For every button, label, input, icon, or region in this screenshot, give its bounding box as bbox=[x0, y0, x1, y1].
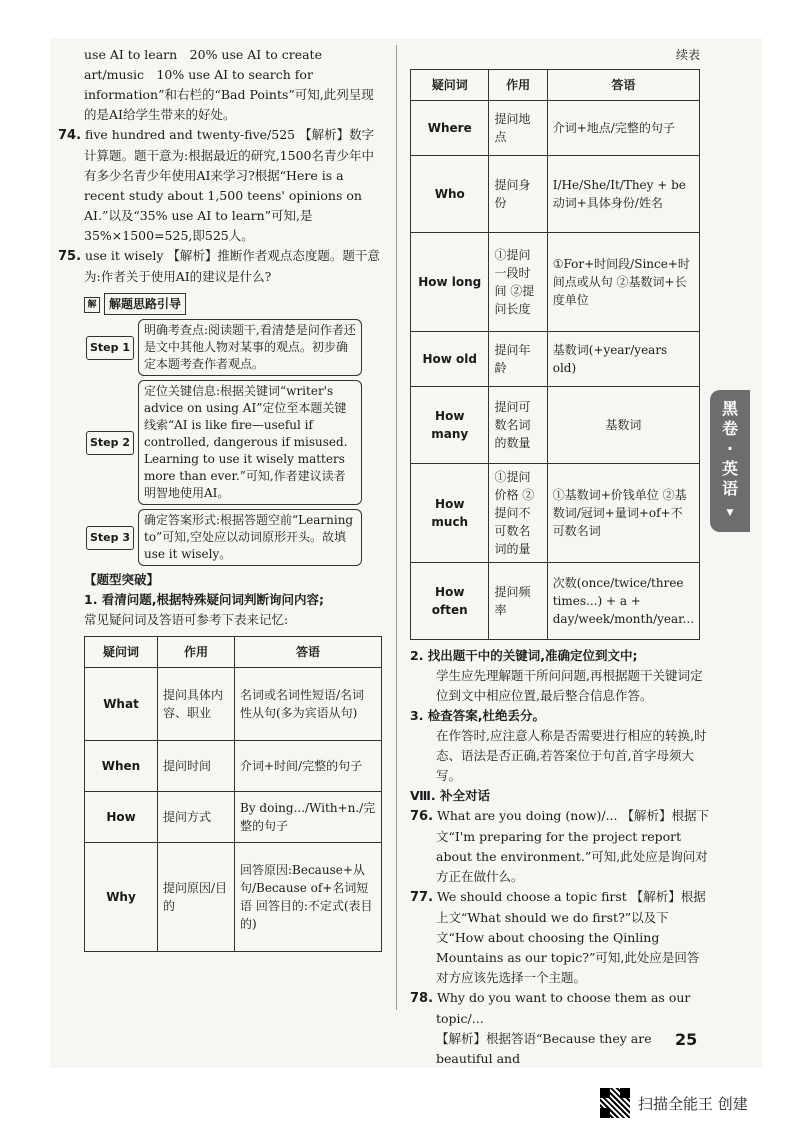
table-cell: ①提问一段时间 ②提问长度 bbox=[489, 233, 547, 332]
left-column bbox=[58, 45, 380, 952]
table-cell: 次数(once/twice/three times...) + a + day/week/month/year... bbox=[547, 563, 699, 640]
section-heading-dialogue: Ⅷ. 补全对话 bbox=[410, 788, 491, 803]
table-cell: How often bbox=[411, 563, 489, 640]
question-text: use it wisely 【解析】推断作者观点态度题。题干意为:作者关于使用AI的建议是什么? bbox=[84, 248, 380, 284]
table-cell: How bbox=[85, 792, 158, 843]
table-row bbox=[411, 464, 700, 563]
tip-3-heading: 3. 检查答案,杜绝丢分。 bbox=[410, 708, 546, 723]
triangle-icon: ▼ bbox=[726, 508, 734, 518]
table-cell: 提问频率 bbox=[489, 563, 547, 640]
qr-code-icon bbox=[600, 1088, 630, 1118]
table-row bbox=[411, 563, 700, 640]
guide-icon: 解 bbox=[84, 297, 100, 313]
table-cell: 基数词(+year/years old) bbox=[547, 332, 699, 387]
side-tab-char: 英 bbox=[721, 459, 738, 478]
table-row bbox=[85, 668, 382, 741]
breakthrough-heading: 【题型突破】 bbox=[84, 572, 160, 587]
tip-1-heading: 1. 看清问题,根据特殊疑问词判断询问内容; bbox=[84, 592, 325, 607]
table-row bbox=[411, 387, 700, 464]
table-cell: How long bbox=[411, 233, 489, 332]
table-cell: 提问方式 bbox=[158, 792, 235, 843]
table-cell: How many bbox=[411, 387, 489, 464]
table-cell: Where bbox=[411, 101, 489, 156]
question-number: 78. bbox=[410, 991, 434, 1006]
table-cell: When bbox=[85, 741, 158, 792]
table-header: 疑问词 bbox=[411, 70, 489, 101]
tip-2-text: 学生应先理解题干所问问题,再根据题干关键词定位到文中相应位置,最后整合信息作答。 bbox=[436, 668, 703, 703]
question-number: 74. bbox=[58, 128, 82, 143]
question-text: We should choose a topic first 【解析】根据上文“What should we do first?”以及下文“How about choosing the Qinling Mountains as our topic?”可知,此处应是回答对方应该先选择一个主题。 bbox=[436, 889, 706, 985]
table-cell: 名词或名词性短语/名词性从句(多为宾语从句) bbox=[235, 668, 382, 741]
table-row bbox=[411, 101, 700, 156]
side-tab-char: 黑 bbox=[721, 399, 738, 418]
table-cell: ①For+时间段/Since+时间点或从句 ②基数词+长度单位 bbox=[547, 233, 699, 332]
table-row bbox=[411, 233, 700, 332]
step-text: 确定答案形式:根据答题空前“Learning to”可知,空处应以动词原形开头。故填use it wisely。 bbox=[138, 509, 362, 566]
table-header: 作用 bbox=[489, 70, 547, 101]
table-header: 疑问词 bbox=[85, 637, 158, 668]
table-cell: Who bbox=[411, 156, 489, 233]
step-2 bbox=[86, 380, 380, 505]
page-number: 25 bbox=[675, 1030, 698, 1049]
table-row bbox=[85, 741, 382, 792]
question-word-table-2 bbox=[410, 69, 700, 640]
table-header: 答语 bbox=[235, 637, 382, 668]
tip-3-text: 在作答时,应注意人称是否需要进行相应的转换,时态、语法是否正确,若答案位于句首,首字母须大写。 bbox=[436, 728, 707, 783]
question-78-analysis: 【解析】根据答语“Because they are beautiful and bbox=[436, 1031, 652, 1066]
answer-continuation: use AI to learn 20% use AI to create art/music 10% use AI to search for information”和右栏的“Bad Points”可知,此列呈现的是AI给学生带来的好处。 bbox=[84, 47, 374, 122]
side-tab-char: · bbox=[726, 439, 734, 458]
table-header: 答语 bbox=[547, 70, 699, 101]
table-row bbox=[85, 792, 382, 843]
table-cell: 提问可数名词的数量 bbox=[489, 387, 547, 464]
solution-guide-heading bbox=[84, 293, 380, 315]
question-text: What are you doing (now)/... 【解析】根据下文“I'm preparing for the project report about the environment.”可知,此处应是询问对方正在做什么。 bbox=[436, 808, 709, 884]
side-tab-char: 语 bbox=[721, 479, 738, 498]
question-number: 77. bbox=[410, 890, 434, 905]
table-cell: ①提问价格 ②提问不可数名词的量 bbox=[489, 464, 547, 563]
step-text: 定位关键信息:根据关键词“writer's advice on using AI”定位至本题关键线索“AI is like fire—useful if controlled, dangerous if misused. Learning to use it wisely matters more than ever.”可知,作者建议读者明智地使用AI。 bbox=[138, 380, 362, 505]
table-cell: 回答原因:Because+从句/Because of+名词短语 回答目的:不定式(表目的) bbox=[235, 843, 382, 952]
question-text: Why do you want to choose them as our topic/... bbox=[436, 990, 691, 1026]
table-cell: By doing.../With+n./完整的句子 bbox=[235, 792, 382, 843]
table-cell: Why bbox=[85, 843, 158, 952]
table-cell: 提问身份 bbox=[489, 156, 547, 233]
question-75 bbox=[58, 246, 380, 287]
question-77 bbox=[410, 887, 710, 988]
column-divider bbox=[396, 45, 397, 1010]
step-text: 明确考查点:阅读题干,看清楚是问作者还是文中其他人物对某事的观点。初步确定本题考查作者观点。 bbox=[138, 319, 362, 376]
tip-2-heading: 2. 找出题干中的关键词,准确定位到文中; bbox=[410, 648, 638, 663]
table-row bbox=[85, 843, 382, 952]
step-tag: Step 2 bbox=[86, 431, 134, 455]
table-cell: 提问时间 bbox=[158, 741, 235, 792]
step-tag: Step 1 bbox=[86, 336, 134, 360]
table-cell: I/He/She/It/They + be动词+具体身份/姓名 bbox=[547, 156, 699, 233]
table-cell: 提问年龄 bbox=[489, 332, 547, 387]
table-cell: 提问具体内容、职业 bbox=[158, 668, 235, 741]
table-cell: What bbox=[85, 668, 158, 741]
table-header: 作用 bbox=[158, 637, 235, 668]
table-row bbox=[411, 156, 700, 233]
table-cell: 基数词 bbox=[547, 387, 699, 464]
table-cell: 提问地点 bbox=[489, 101, 547, 156]
step-1 bbox=[86, 319, 380, 376]
scanner-watermark bbox=[600, 1088, 748, 1118]
side-tab-char: 卷 bbox=[721, 419, 738, 438]
step-3 bbox=[86, 509, 380, 566]
table-cell: How much bbox=[411, 464, 489, 563]
table-header-row bbox=[85, 637, 382, 668]
table-cell: 介词+时间/完整的句子 bbox=[235, 741, 382, 792]
table-continued-label: 续表 bbox=[675, 48, 700, 62]
table-cell: 介词+地点/完整的句子 bbox=[547, 101, 699, 156]
table-cell: ①基数词+价钱单位 ②基数词/冠词+量词+of+不可数名词 bbox=[547, 464, 699, 563]
table-header-row bbox=[411, 70, 700, 101]
question-word-table-1 bbox=[84, 636, 382, 952]
table-cell: How old bbox=[411, 332, 489, 387]
question-number: 75. bbox=[58, 249, 82, 264]
question-text: five hundred and twenty-five/525 【解析】数字计算题。题干意为:根据最近的研究,1500名青少年中有多少名青少年使用AI来学习?根据“Here is a recent study about 1,500 teens' opinions on AI.”以及“35% use AI to learn”可知,是35%×1500=525,即525人。 bbox=[84, 127, 375, 243]
table-cell: 提问原因/目的 bbox=[158, 843, 235, 952]
question-74 bbox=[58, 125, 380, 246]
step-tag: Step 3 bbox=[86, 526, 134, 550]
side-tab-heijuan-english[interactable] bbox=[710, 390, 750, 532]
question-78 bbox=[410, 988, 710, 1029]
table-row bbox=[411, 332, 700, 387]
tip-1-text: 常见疑问词及答语可参考下表来记忆: bbox=[84, 612, 289, 627]
question-number: 76. bbox=[410, 809, 434, 824]
question-76 bbox=[410, 806, 710, 887]
guide-label: 解题思路引导 bbox=[104, 293, 186, 315]
watermark-text: 扫描全能王 创建 bbox=[638, 1094, 748, 1113]
right-column bbox=[410, 45, 710, 1069]
